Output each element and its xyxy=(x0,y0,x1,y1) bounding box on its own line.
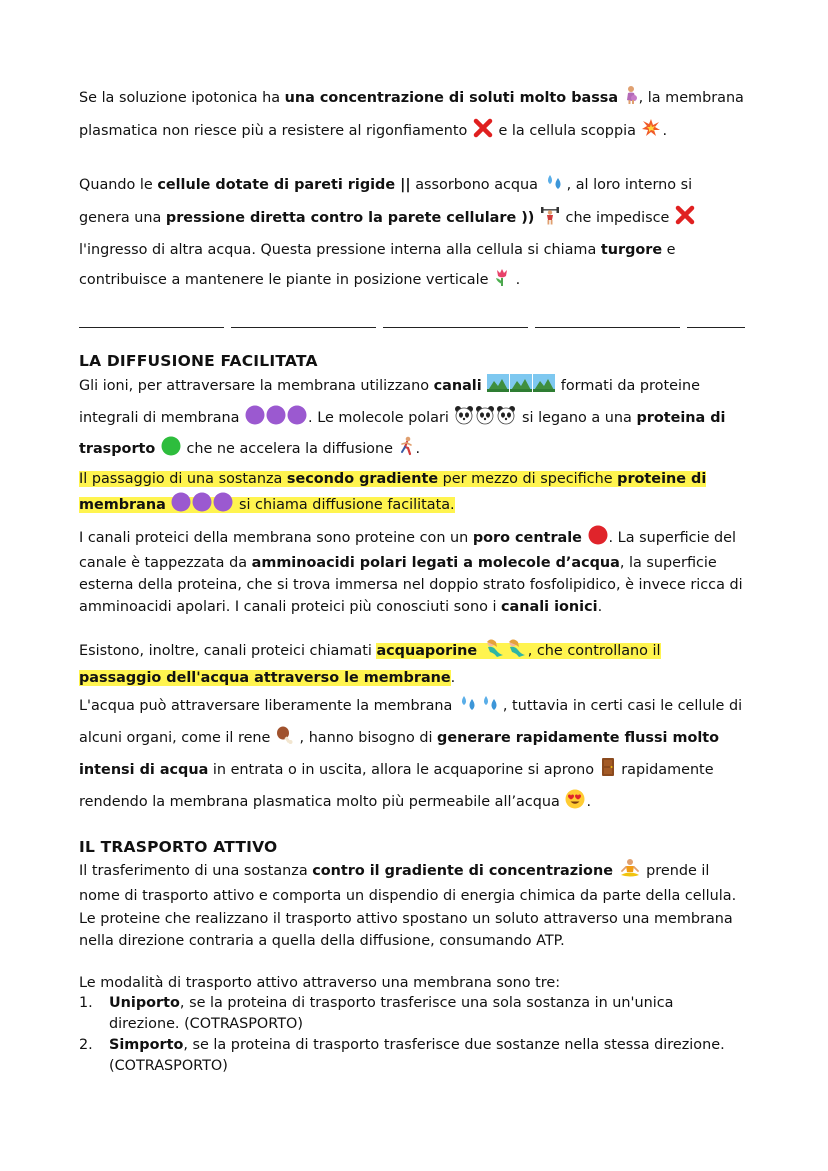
text: , tuttavia in certi casi le cellule di alcuni organi, come il rene xyxy=(79,697,743,746)
cross-mark-icon xyxy=(473,118,493,150)
mermaid-icon xyxy=(483,638,527,666)
bold-text: una concentrazione di soluti molto bassa xyxy=(284,90,619,106)
text: I canali proteici della membrana sono proteine con un xyxy=(79,529,473,546)
list-number: 1. xyxy=(79,994,93,1011)
paragraph-active-transport xyxy=(79,858,745,953)
list-number: 2. xyxy=(79,1036,93,1053)
text: . Le molecole polari xyxy=(308,409,454,426)
paragraph-channels xyxy=(79,372,745,467)
text: per mezzo di specifiche xyxy=(438,470,618,487)
drumstick-icon xyxy=(276,725,294,756)
paragraph-modes-intro: Le modalità di trasporto attivo attraverso una membrana sono tre: xyxy=(79,974,561,991)
text: . La superficie del canale è tappezzata da xyxy=(79,529,737,571)
running-person-icon xyxy=(399,436,415,467)
bold-text: acquaporine xyxy=(376,642,478,659)
text: Se la soluzione ipotonica ha xyxy=(79,90,285,106)
separator-line xyxy=(79,327,745,328)
panda-face-icon xyxy=(454,405,516,436)
text: e la cellula scoppia xyxy=(493,122,641,139)
text: Esistono, inoltre, canali proteici chiamati xyxy=(79,642,377,659)
door-icon xyxy=(600,757,616,788)
bold-text: passaggio dell'acqua attraverso le membrane xyxy=(79,669,451,686)
text: prende il nome di trasporto attivo e comporta un dispendio di energia chimica da parte della cellula. Le proteine che realizzano il trasporto attivo spostano un soluto attraverso una membrana nella direzione contraria a quella della diffusione, consumando ATP. xyxy=(79,862,737,949)
bold-text: Uniporto xyxy=(109,994,180,1011)
text: Il trasferimento di una sostanza xyxy=(79,862,313,879)
document-body xyxy=(79,84,745,1077)
text: , al loro interno si genera una xyxy=(79,177,693,226)
section-title-diffusione: LA DIFFUSIONE FACILITATA xyxy=(79,352,318,370)
paragraph-highlighted-definition xyxy=(79,467,745,521)
list-item xyxy=(79,993,745,1035)
bold-text: amminoacidi polari legati a molecole d’acqua xyxy=(251,554,620,571)
text: formati da proteine integrali di membrana xyxy=(79,378,700,426)
text: , che controllano il xyxy=(527,642,661,659)
highlight xyxy=(79,471,706,513)
bold-text: canali xyxy=(433,378,482,394)
bold-text: secondo gradiente xyxy=(286,470,439,487)
text: . xyxy=(415,441,421,457)
text: che impedisce xyxy=(560,209,674,226)
transport-modes-list xyxy=(79,993,745,1077)
section-title-attivo: IL TRASPORTO ATTIVO xyxy=(79,837,278,856)
weightlifter-icon xyxy=(540,205,560,237)
collision-icon xyxy=(641,118,661,150)
bold-text: canali ionici xyxy=(501,598,598,615)
text: si legano a una xyxy=(517,409,637,426)
sweat-droplets-icon xyxy=(458,693,502,724)
text: Gli ioni, per attraversare la membrana utilizzano xyxy=(79,378,434,394)
paragraph-protein-channels xyxy=(79,525,745,618)
paragraph-aquaporins xyxy=(79,638,745,690)
text: che ne accelera la diffusione xyxy=(181,441,398,457)
text: L'acqua può attraversare liberamente la membrana xyxy=(79,697,457,714)
text: , la superficie esterna della proteina, che si trova immersa nel doppio strato fosfolipidico, è invece ricca di amminoacidi apolari. I canali proteici più conosciuti sono i xyxy=(79,554,743,615)
text: e contribuisce a mantenere le piante in posizione verticale xyxy=(79,242,676,288)
red-circle-icon xyxy=(588,525,608,552)
text: , hanno bisogno di xyxy=(294,729,438,746)
paragraph-water-flow xyxy=(79,692,745,820)
bold-text: generare rapidamente flussi molto intensi di acqua xyxy=(79,729,720,778)
bold-text: poro centrale xyxy=(472,529,582,546)
bold-text: proteina di trasporto xyxy=(79,409,726,457)
text: rapidamente rendendo la membrana plasmatica molto più permeabile all’acqua xyxy=(79,761,714,810)
text: Quando le xyxy=(79,177,158,193)
sweat-droplets-icon xyxy=(544,172,566,204)
text: assorbono acqua xyxy=(410,177,543,193)
bold-text: proteine di membrana xyxy=(79,470,707,513)
bold-text: turgore xyxy=(600,242,663,258)
heart-eyes-face-icon xyxy=(565,789,585,820)
text: si chiama diffusione facilitata. xyxy=(234,496,455,513)
person-lotus-position-icon xyxy=(619,858,641,886)
purple-circles-icon xyxy=(171,492,233,521)
bold-text: cellule dotate di pareti rigide || xyxy=(157,177,411,193)
text: in entrata o in uscita, allora le acquaporine si aprono xyxy=(208,761,599,778)
text: . xyxy=(586,793,592,810)
text: , se la proteina di trasporto trasferisce una sola sostanza in un'unica direzione. (COTRASPORTO) xyxy=(109,994,674,1032)
cross-mark-icon xyxy=(675,205,695,237)
text: . xyxy=(511,271,521,288)
bold-text: pressione diretta contro la parete cellulare )) xyxy=(165,209,535,226)
tulip-icon xyxy=(494,267,510,299)
text: , se la proteina di trasporto trasferisce due sostanze nella stessa direzione. (COTRASPORTO) xyxy=(109,1036,725,1074)
text: Il passaggio di una sostanza xyxy=(79,470,287,487)
paragraph-turgor xyxy=(79,171,745,298)
text: . xyxy=(597,598,603,615)
purple-circles-icon xyxy=(245,405,307,436)
text: l'ingresso di altra acqua. Questa pressione interna alla cellula si chiama xyxy=(79,242,601,258)
list-item xyxy=(79,1035,745,1077)
pregnant-person-icon xyxy=(624,85,638,117)
text: . xyxy=(662,122,668,139)
bold-text: Simporto xyxy=(109,1036,184,1053)
paragraph-hypotonic xyxy=(79,84,745,149)
text: , la membrana plasmatica non riesce più a resistere al rigonfiamento xyxy=(79,90,744,139)
bold-text: contro il gradiente di concentrazione xyxy=(312,862,613,879)
text: . xyxy=(450,669,456,686)
mountain-landscape-icon xyxy=(487,373,555,404)
green-circle-icon xyxy=(161,436,181,467)
